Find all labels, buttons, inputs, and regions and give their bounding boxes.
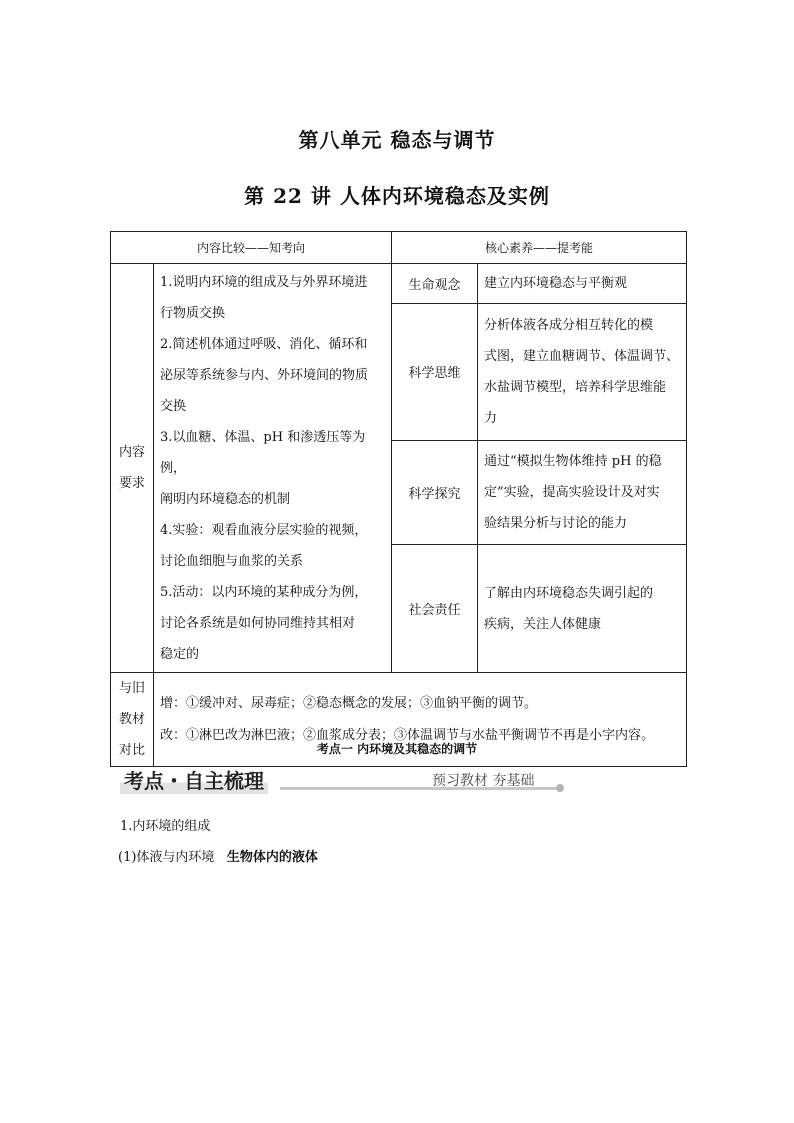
section-banner	[120, 768, 570, 798]
literacy-description: 建立内环境稳态与平衡观	[478, 264, 687, 304]
exam-point-title: 考点一 内环境及其稳态的调节	[316, 742, 478, 756]
header-content-comparison: 内容比较——知考向	[111, 232, 392, 264]
lecture-title: 第 22 讲 人体内环境稳态及实例	[244, 184, 550, 208]
literacy-description: 分析体液各成分相互转化的模 式图，建立血糖调节、体温调节、 水盐调节模型，培养科学思维能 力	[478, 303, 687, 440]
literacy-name: 社会责任	[392, 545, 478, 673]
compare-changes: 改：①淋巴改为淋巴液；②血浆成分表；③体温调节与水盐平衡调节不再是小字内容。	[160, 727, 655, 743]
banner-dot	[556, 784, 564, 792]
literacy-description: 了解由内环境稳态失调引起的 疾病，关注人体健康	[478, 545, 687, 673]
literacy-name: 科学思维	[392, 303, 478, 440]
header-core-literacy: 核心素养——提考能	[392, 232, 687, 264]
content-requirements-list: 1.说明内环境的组成及与外界环境进 行物质交换 2.简述机体通过呼吸、消化、循环和 泌尿等系统参与内、外环境间的物质 交换 3.以血糖、体温、pH 和渗透压等为例， 阐明内环境稳态的机制 4.实验：观看血液分层实验的视频， 讨论血细胞与血浆的关系 5.活动：以内环境的某种成分为例， 讨论各系统是如何协同维持其相对 稳定的	[154, 264, 392, 673]
literacy-name: 生命观念	[392, 264, 478, 304]
compare-additions: 增：①缓冲对、尿毒症；②稳态概念的发展；③血钠平衡的调节。	[160, 695, 538, 711]
subsection-heading: (1)体液与内环境 生物体内的液体	[118, 850, 318, 865]
banner-subtitle: 预习教材 夯基础	[432, 773, 535, 789]
unit-title: 第八单元 稳态与调节	[298, 128, 496, 152]
banner-title: 考点・自主梳理	[120, 768, 268, 794]
content-requirements-label: 内容 要求	[111, 264, 154, 673]
section-heading: 1.内环境的组成	[120, 819, 211, 834]
literacy-description: 通过“模拟生物体维持 pH 的稳 定”实验，提高实验设计及对实 验结果分析与讨论的能力	[478, 440, 687, 545]
requirements-table	[110, 231, 687, 767]
literacy-name: 科学探究	[392, 440, 478, 545]
compare-old-textbook-label: 与旧 教材 对比	[111, 673, 154, 767]
